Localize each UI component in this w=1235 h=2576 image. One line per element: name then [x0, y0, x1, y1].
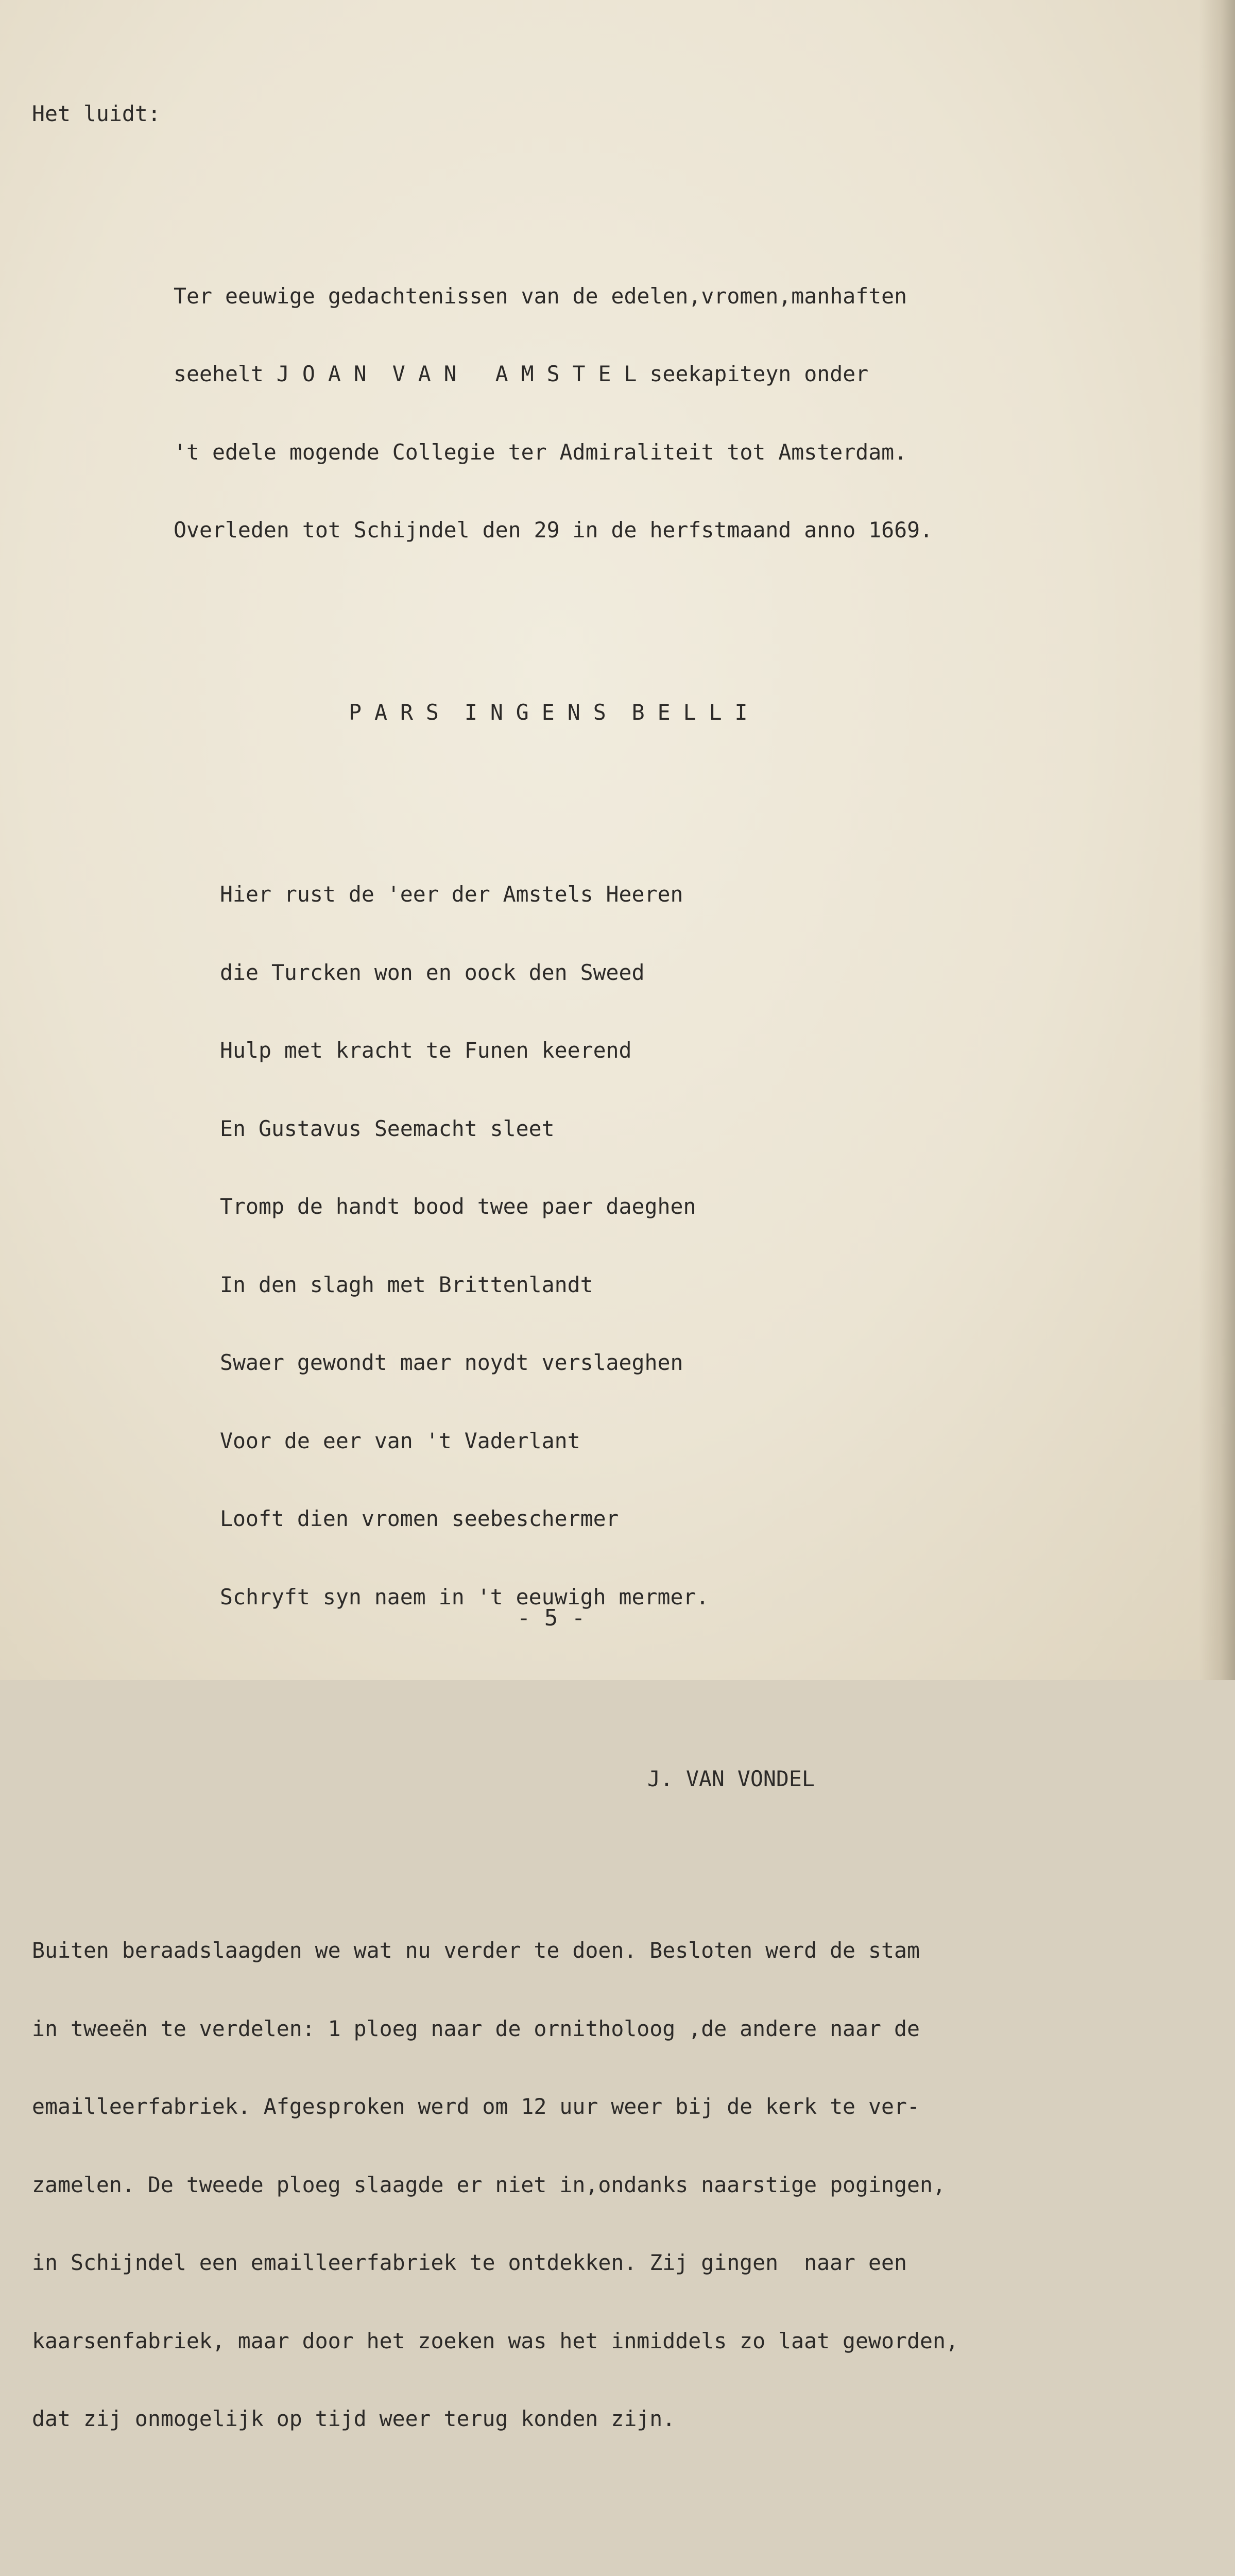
intro-line: Het luidt:: [32, 101, 161, 126]
poem-line: Hier rust de 'eer der Amstels Heeren: [220, 882, 683, 907]
paragraph-line: zamelen. De tweede ploeg slaagde er niet in,ondanks naarstige pogingen,: [32, 2172, 946, 2197]
paragraph-line: kaarsenfabriek, maar door het zoeken was het inmiddels zo laat geworden,: [32, 2328, 958, 2353]
epitaph-line: Ter eeuwige gedachtenissen van de edelen,vromen,manhaften: [174, 283, 907, 309]
paragraph-line: Buiten beraadslaagden we wat nu verder te doen. Besloten werd de stam: [32, 1938, 920, 1963]
poem-line: Hulp met kracht te Funen keerend: [220, 1038, 632, 1063]
poem-author: J. VAN VONDEL: [647, 1766, 815, 1791]
epitaph-line: 't edele mogende Collegie ter Admiraliteit tot Amsterdam.: [174, 439, 907, 465]
paragraph-line: emailleerfabriek. Afgesproken werd om 12 uur weer bij de kerk te ver-: [32, 2094, 920, 2119]
epitaph-line: seehelt J O A N V A N A M S T E L seekapiteyn onder: [174, 361, 869, 386]
poem-line: Schryft syn naem in 't eeuwigh mermer.: [220, 1584, 709, 1609]
poem-line: In den slagh met Brittenlandt: [220, 1272, 593, 1297]
paragraph-line: in Schijndel een emailleerfabriek te ontdekken. Zij gingen naar een: [32, 2250, 907, 2275]
page-text: [32, 49, 1211, 2576]
poem-line: En Gustavus Seemacht sleet: [220, 1115, 555, 1141]
page-number: - 5 -: [517, 1605, 586, 1631]
paragraph-line: dat zij onmogelijk op tijd weer terug konden zijn.: [32, 2406, 676, 2431]
paragraph-line: in tweeën te verdelen: 1 ploeg naar de ornitholoog ,de andere naar de: [32, 2015, 920, 2041]
poem-line: Looft dien vromen seebeschermer: [220, 1506, 619, 1531]
poem-line: Swaer gewondt maer noydt verslaeghen: [220, 1350, 683, 1375]
motto-heading: P A R S I N G E N S B E L L I: [349, 699, 748, 725]
poem-line: die Turcken won en oock den Sweed: [220, 959, 645, 985]
epitaph-line: Overleden tot Schijndel den 29 in de herfstmaand anno 1669.: [174, 517, 933, 543]
poem-line: Tromp de handt bood twee paer daeghen: [220, 1194, 696, 1219]
poem-line: Voor de eer van 't Vaderlant: [220, 1428, 580, 1453]
